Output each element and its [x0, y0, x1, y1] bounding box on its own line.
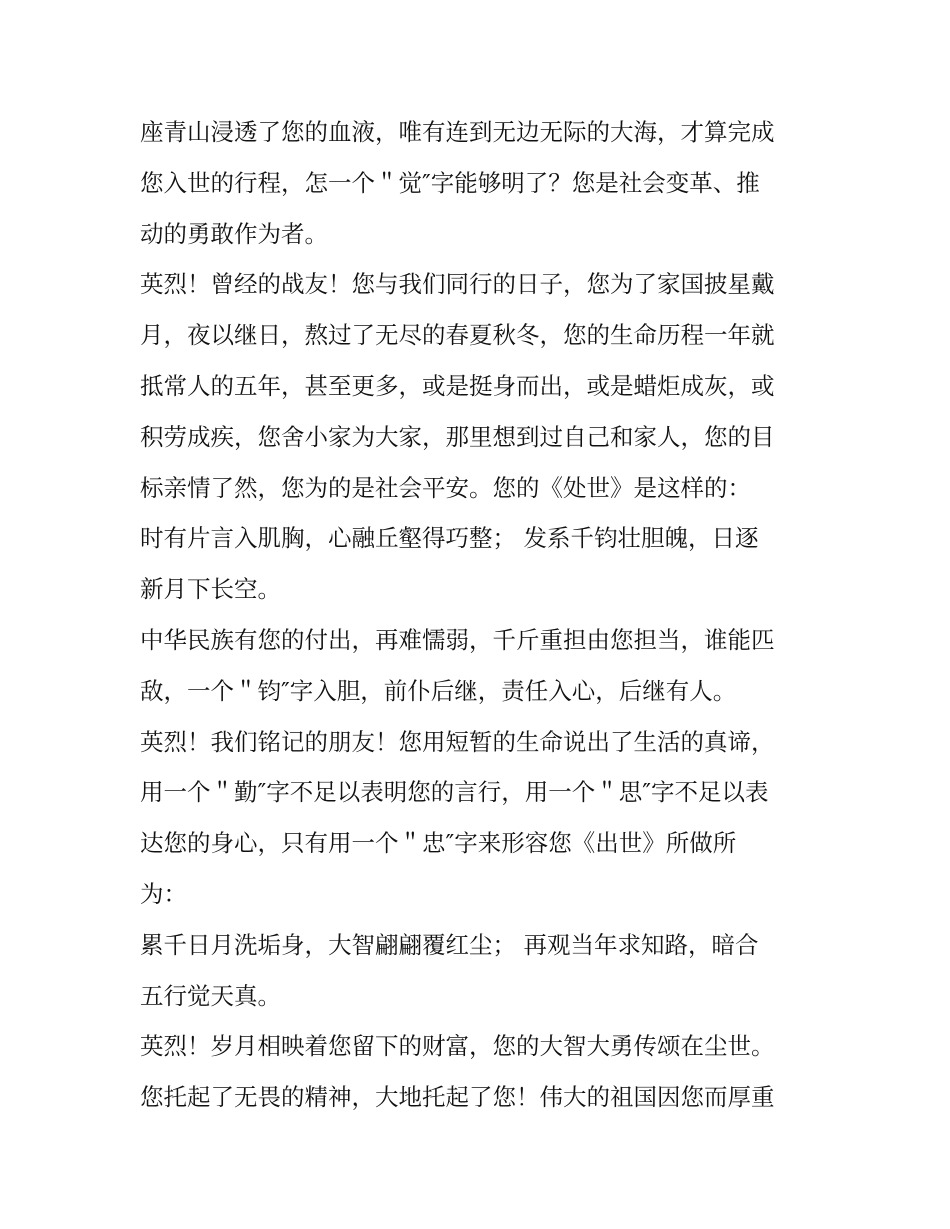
- text-line: 中华民族有您的付出，再难懦弱，千斤重担由您担当，谁能匹: [140, 625, 775, 654]
- text-line: 月，夜以继日，熬过了无尽的春夏秋冬，您的生命历程一年就: [140, 321, 775, 350]
- text-line: 您入世的行程，怎一个＂觉″字能够明了？您是社会变革、推: [140, 168, 760, 197]
- text-line: 您托起了无畏的精神，大地托起了您！伟大的祖国因您而厚重: [140, 1083, 775, 1112]
- text-line: 达您的身心，只有用一个＂忠″字来形容您《出世》所做所: [140, 829, 737, 858]
- text-line: 标亲情了然，您为的是社会平安。您的《处世》是这样的：: [140, 473, 751, 502]
- text-line: 敌，一个＂钧″字入胆，前仆后继，责任入心，后继有人。: [140, 676, 737, 705]
- poem-line: 时有片言入肌胸，心融丘壑得巧整； 发系千钧壮胆魄，日逐: [140, 524, 759, 553]
- text-line: 用一个＂勤″字不足以表明您的言行，用一个＂思″字不足以表: [140, 778, 769, 807]
- text-line: 座青山浸透了您的血液，唯有连到无边无际的大海，才算完成: [140, 118, 775, 146]
- text-line: 英烈！我们铭记的朋友！您用短暂的生命说出了生活的真谛，: [140, 727, 775, 756]
- document-body: [140, 107, 830, 1123]
- text-line: 动的勇敢作为者。: [140, 219, 328, 248]
- poem-line: 五行觉天真。: [140, 981, 281, 1010]
- poem-line: 新月下长空。: [140, 575, 281, 604]
- poem-line: 累千日月洗垢身，大智翩翩覆红尘； 再观当年求知路，暗合: [140, 930, 759, 959]
- text-line: 积劳成疾，您舍小家为大家，那里想到过自己和家人，您的目: [140, 422, 775, 451]
- text-line: 为：: [140, 879, 187, 908]
- text-line: 英烈！曾经的战友！您与我们同行的日子，您为了家国披星戴: [140, 270, 775, 299]
- text-line: 英烈！岁月相映着您留下的财富，您的大智大勇传颂在尘世。: [140, 1032, 775, 1061]
- text-line: 抵常人的五年，甚至更多，或是挺身而出，或是蜡炬成灰，或: [140, 371, 775, 400]
